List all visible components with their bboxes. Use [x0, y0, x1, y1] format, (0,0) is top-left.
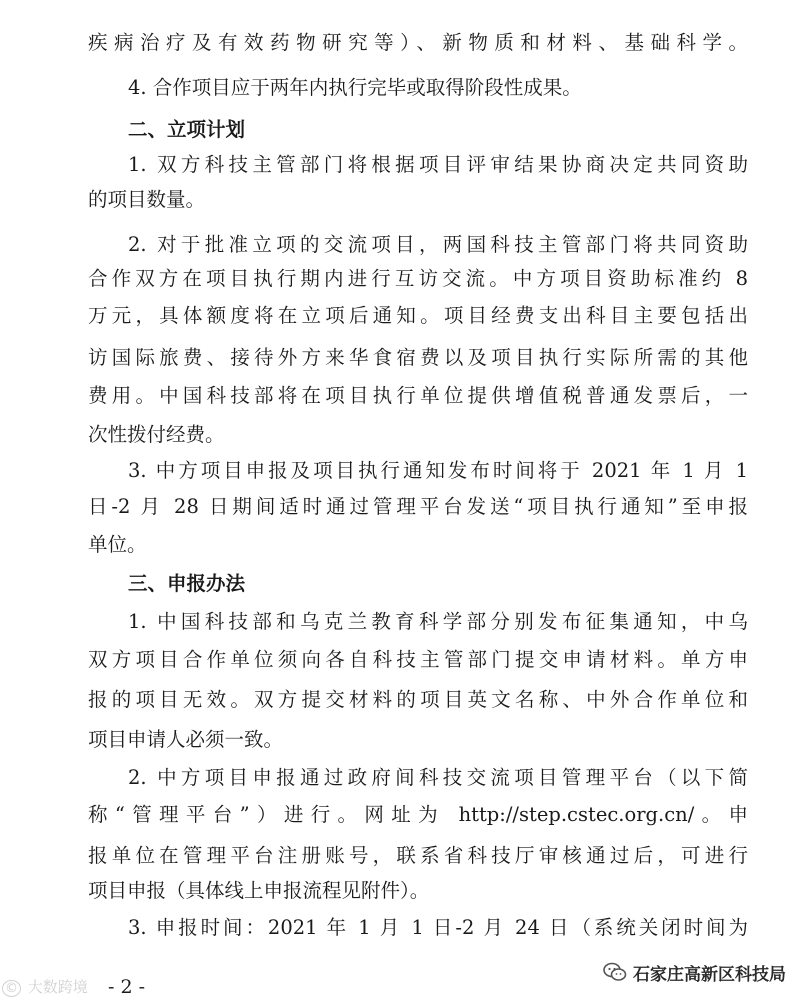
- account-watermark: [603, 958, 786, 986]
- text-line: 3. 申报时间：2021 年 1 月 1 日-2 月 24 日（系统关闭时间为: [128, 916, 748, 939]
- source-watermark: [2, 974, 88, 1000]
- text-line: 报单位在管理平台注册账号，联系省科技厅审核通过后，可进行: [88, 844, 748, 867]
- text-line: 2. 中方项目申报通过政府间科技交流项目管理平台（以下简: [128, 766, 748, 789]
- text-line: 单位。: [88, 533, 147, 556]
- text-line: 3. 中方项目申报及项目执行通知发布时间将于 2021 年 1 月 1: [128, 459, 748, 482]
- section-heading: 二、立项计划: [128, 118, 246, 141]
- text-line: 项目申报（具体线上申报流程见附件）。: [88, 879, 430, 902]
- text-line: 日-2 月 28 日期间适时通过管理平台发送“项目执行通知”至申报: [88, 495, 748, 518]
- wechat-icon: [603, 962, 627, 982]
- text-line: 称“管理平台”）进行。网址为 http://step.cstec.org.cn/。申: [88, 803, 748, 826]
- text-line: 疾病治疗及有效药物研究等）、新物质和材料、基础科学。: [88, 31, 748, 54]
- text-line: 2. 对于批准立项的交流项目，两国科技主管部门将共同资助: [128, 233, 748, 256]
- text-line: 的项目数量。: [88, 188, 206, 211]
- text-line: 双方项目合作单位须向各自科技主管部门提交申请材料。单方申: [88, 648, 748, 671]
- page-number: - 2 -: [108, 976, 146, 998]
- text-line: 次性拨付经费。: [88, 423, 225, 446]
- text-line: 万元，具体额度将在立项后通知。项目经费支出科目主要包括出: [88, 304, 748, 327]
- text-line: 合作双方在项目执行期内进行互访交流。中方项目资助标准约 8: [88, 267, 748, 290]
- text-line: 报的项目无效。双方提交材料的项目英文名称、中外合作单位和: [88, 688, 748, 711]
- text-line: 访国际旅费、接待外方来华食宿费以及项目执行实际所需的其他: [88, 346, 748, 369]
- watermark-text: 石家庄高新区科技局: [633, 964, 786, 985]
- text-line: 1. 双方科技主管部门将根据项目评审结果协商决定共同资助: [128, 153, 748, 176]
- copyright-icon: ©: [2, 980, 21, 997]
- section-heading: 三、申报办法: [128, 572, 246, 595]
- text-line: 1. 中国科技部和乌克兰教育科学部分别发布征集通知，中乌: [128, 610, 748, 633]
- source-watermark-text: 大数跨境: [27, 978, 88, 996]
- text-line: 费用。中国科技部将在项目执行单位提供增值税普通发票后，一: [88, 384, 748, 407]
- text-line: 4. 合作项目应于两年内执行完毕或取得阶段性成果。: [128, 76, 582, 99]
- text-line: 项目申请人必须一致。: [88, 728, 284, 751]
